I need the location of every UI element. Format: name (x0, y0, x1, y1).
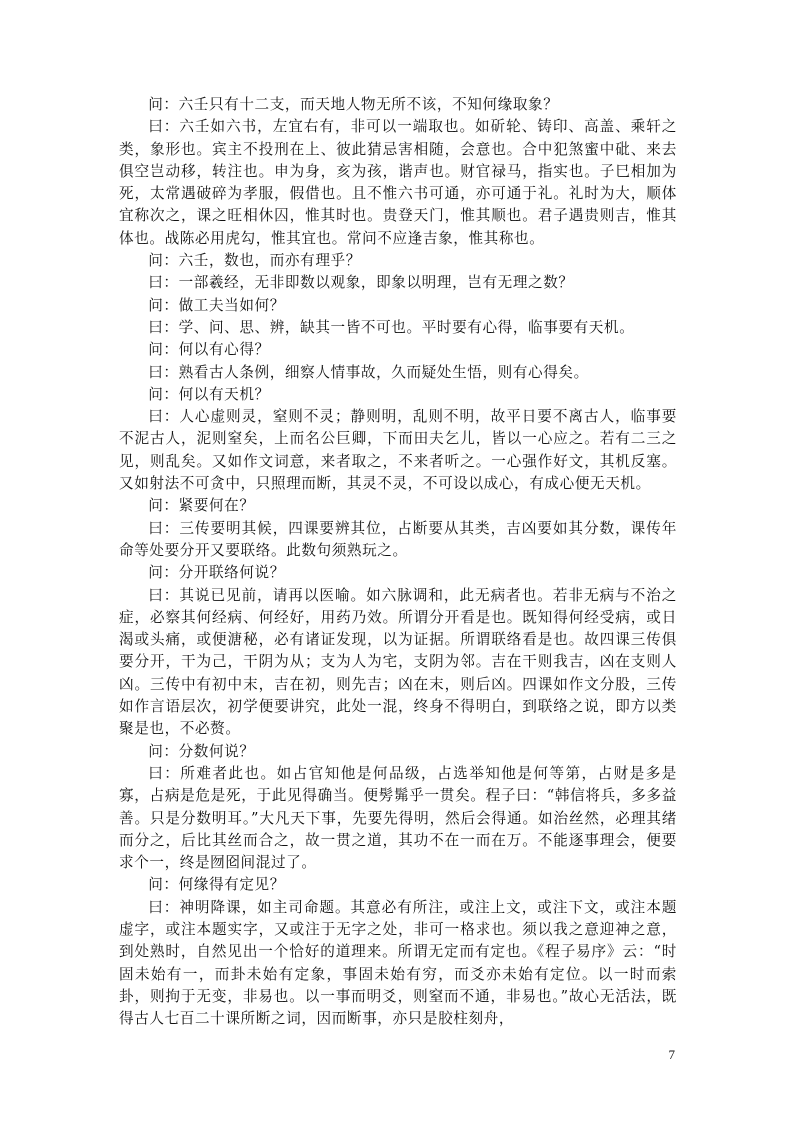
paragraph-answer-proportion: 曰：所难者此也。如占官知他是何品级，占选举知他是何等第，占财是多是寡，占病是危是死，于此见得确当。便髣髴乎一贯矣。程子曰：“韩信将兵，多多益善。只是分数明耳。”大凡天下事，先要先得明，然后会得通。如治丝然，必理其绪而分之，后比其丝而合之，故一贯之道，其功不在一而在万。不能逐事理会，便要求个一，终是囫囵间混过了。 (119, 764, 677, 872)
paragraph-question-essentials: 问：紧要何在？ (148, 497, 255, 515)
paragraph-answer-heavenly-mechanism: 曰：人心虚则灵，窒则不灵；静则明，乱则不明，故平日要不离古人，临事要不泥古人，泥则窒矣，上而名公巨卿，下而田夫乞儿，皆以一心应之。若有二三之见，则乱矣。又如作文词意，来者取之，不来者听之。一心强作好文，其机反塞。又如射法不可贪中，只照理而断，其灵不灵，不可设以成心，有成心便无天机。 (119, 408, 677, 493)
body-text (119, 94, 677, 1030)
paragraph-question-proportion: 问：分数何说？ (148, 742, 255, 760)
page-number: 7 (668, 1047, 675, 1062)
paragraph-answer-separate-connect: 曰：其说已见前，请再以医喻。如六脉调和，此无病者也。若非无病与不治之症，必察其何经病、何经好，用药乃效。所谓分开看是也。既知得何经受病，或日渴或头痛，或便溏秘，必有诸证发现，以为证据。所谓联络看是也。故四课三传俱要分开，干为己，干阴为从；支为人为宅，支阴为邻。吉在干则我吉，凶在支则人凶。三传中有初中末，吉在初，则先吉；凶在末，则后凶。四课如作文分股，三传如作言语层次，初学便要讲究，此处一混，终身不得明白，到联络之说，即方以类聚是也，不必赘。 (119, 586, 677, 738)
paragraph-question-insight: 问：何以有心得？ (148, 341, 270, 359)
paragraph-question-heavenly-mechanism: 问：何以有天机？ (148, 385, 270, 403)
paragraph-question-separate-connect: 问：分开联络何说？ (148, 564, 285, 582)
paragraph-question-settled-view: 问：何缘得有定见？ (148, 876, 285, 894)
paragraph-answer-number-and-principle: 曰：一部羲经，无非即数以观象，即象以明理，岂有无理之数？ (148, 274, 574, 292)
paragraph-answer-liuren-six-scripts: 曰：六壬如六书，左宜右有，非可以一端取也。如斫轮、铸印、高盖、乘轩之类，象形也。宾主不投刑在上、彼此猜忌害相随，会意也。合中犯煞蜜中砒、来去俱空岂动移，转注也。申为身，亥为孩，谐声也。财官禄马，指实也。子巳相加为死，太常遇破碎为孝服，假借也。且不惟六书可通，亦可通于礼。礼时为大，顺体宜称次之，课之旺相休囚，惟其时也。贵登天门，惟其顺也。君子遇贵则吉，惟其体也。战陈必用虎勾，惟其宜也。常问不应逢吉象，惟其称也。 (119, 118, 677, 247)
paragraph-answer-practice: 曰：学、问、思、辨，缺其一皆不可也。平时要有心得，临事要有天机。 (148, 318, 635, 336)
paragraph-question-liuren-twelve-branches: 问：六壬只有十二支，而天地人物无所不该，不知何缘取象？ (148, 96, 559, 113)
paragraph-answer-settled-view: 曰：神明降课，如主司命题。其意必有所注，或注上文，或注下文，或注本题虚字，或注本题实字，又或注于无字之处，非可一格求也。须以我之意迎神之意，到处熟时，自然见出一个恰好的道理来。所谓无定而有定也。《程子易序》云：“时固未始有一，而卦未始有定象，事固未始有穷，而爻亦未始有定位。以一时而索卦，则拘于无变，非易也。以一事而明爻，则窒而不通，非易也。”故心无活法，既得古人七百二十课所断之词，因而断事，亦只是胶柱刻舟， (119, 898, 677, 1028)
paragraph-answer-essentials: 曰：三传要明其候，四课要辨其位，占断要从其类，吉凶要如其分数，课传年命等处要分开又要联络。此数句须熟玩之。 (119, 519, 677, 559)
paragraph-question-number-and-principle: 问：六壬，数也，而亦有理乎？ (148, 252, 361, 270)
paragraph-answer-insight: 曰：熟看古人条例，细察人情事故，久而疑处生悟，则有心得矣。 (148, 363, 589, 381)
paragraph-question-practice: 问：做工夫当如何？ (148, 296, 285, 314)
